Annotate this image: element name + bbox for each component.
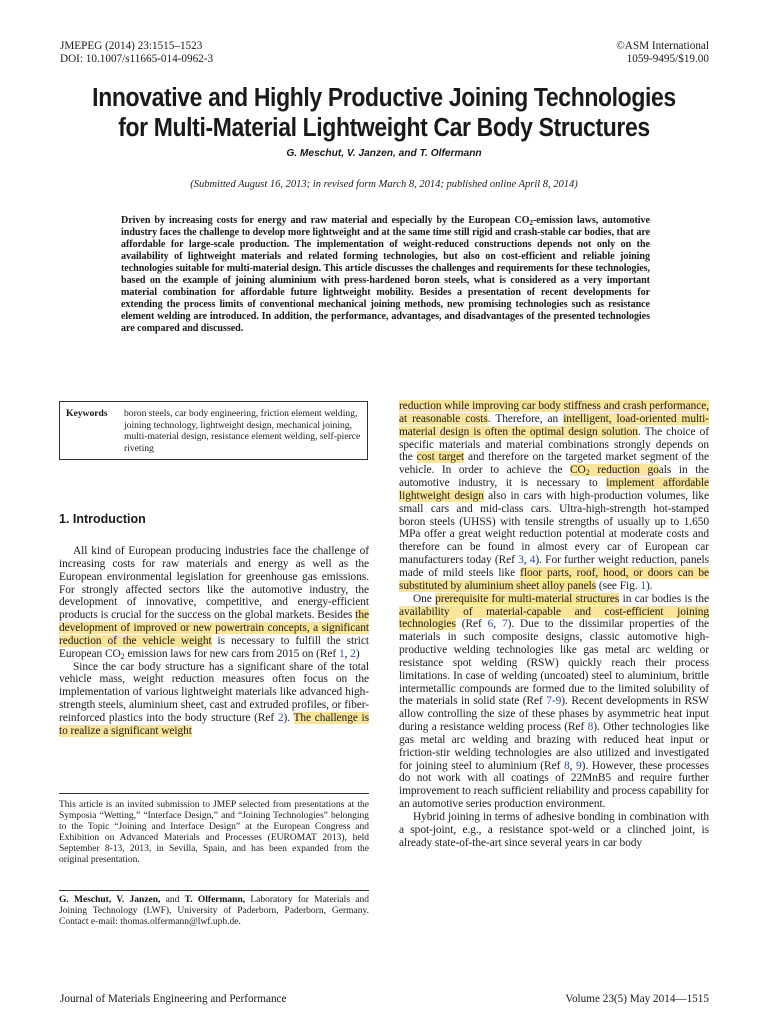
- text: ,: [523, 554, 530, 567]
- abstract: [121, 215, 650, 335]
- footer-volume-page: Volume 23(5) May 2014—1515: [565, 993, 709, 1005]
- text: emission laws for new cars from 2015 on (Ref: [124, 647, 339, 660]
- doi[interactable]: DOI: 10.1007/s11665-014-0962-3: [60, 52, 214, 65]
- text: (Ref: [455, 618, 488, 631]
- author-names: T. Olfermann,: [184, 895, 246, 905]
- publisher: ©ASM International: [616, 40, 709, 52]
- abstract-subscript: 2: [529, 218, 533, 227]
- text: ,: [569, 759, 577, 772]
- highlight[interactable]: intelligent, load-oriented multi-material design is often the optimal design solution: [399, 412, 710, 438]
- footnote-affiliation: [59, 895, 369, 928]
- highlight[interactable]: the development of improved or new powertrain concepts, a significant reduction of the vehicle weight: [59, 609, 369, 647]
- reference-link[interactable]: 7-9: [546, 695, 562, 708]
- figure-link[interactable]: 1: [640, 579, 646, 592]
- text: ,: [344, 647, 351, 660]
- abstract-text: Driven by increasing costs for energy and raw material and especially by the European CO: [121, 215, 530, 226]
- reference-link[interactable]: 8: [587, 721, 594, 734]
- right-column: [399, 400, 709, 850]
- footnote-invited-submission: This article is an invited submission to JMEP selected from presentations at the Symposia “Wetting,” “Interface Design,” and “Joining Technologies” belonging to the Topic “Joining and Interface Design” at the European Congress and Exhibition on Advanced Materials and Processes (EUROMAT 2013), held September 8-13, 2013, in Sevilla, Spain, and has been expanded from the original presentation.: [59, 800, 369, 865]
- text: and therefore on the targeted market segment of the vehicle. In order to achieve the: [399, 451, 709, 477]
- highlight[interactable]: [570, 464, 659, 476]
- text: All kind of European producing industries face the challenge of increasing costs for raw materials and energy as well as the European environmental legislation for greenhouse gas emissions. For strongly affected sectors like the automotive industry, the development of innovative, competitive, and energy-efficient products is crucial for the success on the global markets. Besides: [59, 545, 369, 622]
- keywords-list: boron steels, car body engineering, friction element welding, joining technology, lightweight design, mechanical joining, multi-material design, resistance element welding, self-pierce riveting: [124, 408, 361, 454]
- reference-link[interactable]: 3: [518, 554, 524, 567]
- running-header-left: [60, 40, 213, 65]
- authors: G. Meschut, V. Janzen, and T. Olfermann: [286, 148, 482, 159]
- paragraph: [399, 400, 709, 593]
- paragraph: [59, 545, 369, 661]
- submission-dates: (Submitted August 16, 2013; in revised form March 8, 2014; published online April 8, 2014): [190, 179, 578, 190]
- reference-link[interactable]: 1: [338, 647, 345, 660]
- running-header-right: [616, 40, 709, 65]
- abstract-text: -emission laws, automotive industry faces the challenge to develop more lightweight and at the same time still rigid and crash-stable car bodies, that are affordable for large-scale production. The implementation of weight-reduced constructions depends not only on the availability of lightweight materials and related forming technologies, but also on cost-efficient and reliable joining technologies suitable for multi-material design. This article discusses the challenges and requirements for these technologies, based on the example of joining aluminium with press-hardened boron steels, what is considered as a very important material combination for affordable future lightweight mobility. Besides a presentation of recent developments for extending the process limits of conventional mechanical joining methods, new promising technologies such as resistance element welding are introduced. In addition, the performance, advantages, and disadvantages of the presented technologies are compared and discussed.: [121, 215, 650, 334]
- text: also in cars with high-production volumes, like small cars and mid-class cars. Ultra-high-strength hot-stamped boron steels (UHSS) with tensile strengths of usually up to 1.650 MPa offer a great weight reduction potential at moderate costs and therefore can be found in almost every car of European car manufacturers today (Ref: [399, 489, 709, 567]
- footer-journal: Journal of Materials Engineering and Performance: [60, 993, 287, 1005]
- highlight[interactable]: availability of material-capable and cost-efficient joining technologies: [399, 605, 709, 631]
- journal-reference: JMEPEG (2014) 23:1515–1523: [60, 40, 203, 52]
- paragraph: [59, 661, 369, 738]
- title-line-1: Innovative and Highly Productive Joining Technologies: [92, 84, 676, 112]
- text: ). Due to the dissimilar properties of the materials in such composite designs, classic automotive high-productive welding technologies like gas metal arc welding or resistance spot welding (RSW) quickly reach their process limitations. In case of welding (uncoated) steel to aluminium, brittle intermetallic compounds are formed due to the limited solubility of the materials in solid state (Ref: [399, 618, 710, 708]
- text: Since the car body structure has a significant share of the total vehicle mass, weight reduction measures often focus on the implementation of various lightweight materials like advanced high-strength steels, aluminium sheet, cast and extruded profiles, or fiber-reinforced plastics into the body structure (Ref: [59, 660, 369, 724]
- highlight[interactable]: The challenge is to realize a significant weight: [59, 711, 369, 737]
- text: ). Recent developments in RSW allow controlling the size of these phases by asymmetric heat input during a resistance welding process (Ref: [399, 695, 709, 734]
- text: CO: [570, 464, 586, 477]
- left-column: [59, 545, 369, 738]
- text: is necessary to fulfill the strict European CO: [59, 634, 369, 660]
- reference-link[interactable]: 8: [563, 759, 570, 772]
- text: Laboratory for Materials and Joining Technology (LWF), University of Paderborn, Paderborn, Germany. Contact e-mail: thomas.olfermann@lwf.upb.de.: [59, 895, 369, 927]
- text: One: [413, 592, 436, 605]
- footnote-divider: [59, 890, 369, 891]
- text: in car bodies is the: [619, 592, 710, 605]
- keywords-box: [59, 401, 368, 460]
- footnote-divider: [59, 793, 369, 794]
- reference-link[interactable]: 9: [576, 759, 582, 772]
- text: ): [355, 647, 360, 660]
- text: ). However, these processes do not work with all coatings of 22MnB5 and require further improvement to reach sufficient reliability and process capability for an automotive series production environment.: [399, 759, 709, 811]
- highlight[interactable]: floor parts, roof, hood, or doors can be substituted by aluminium sheet alloy panels: [399, 566, 709, 592]
- paragraph: [399, 593, 709, 811]
- highlight[interactable]: reduction while improving car body stiffness and crash performance, at reasonable costs: [399, 400, 709, 425]
- reference-link[interactable]: 7: [501, 618, 508, 631]
- highlight[interactable]: cost target: [416, 451, 465, 464]
- subscript: 2: [585, 468, 590, 478]
- author-names: G. Meschut, V. Janzen,: [59, 895, 161, 905]
- subscript: 2: [120, 651, 125, 661]
- text: ). For further weight reduction, panels made of mild steels like: [399, 554, 709, 579]
- section-heading: 1. Introduction: [59, 512, 146, 526]
- keywords-label: Keywords: [66, 408, 108, 419]
- text: ).: [645, 579, 653, 592]
- title-line-2: for Multi-Material Lightweight Car Body Structures: [118, 114, 650, 142]
- article-title: [74, 83, 693, 143]
- text: ). Other technologies like gas metal arc welding and brazing with reduced heat input or friction-stir welding technologies are also utilized and investigated for joining steel to aluminium (Ref: [399, 721, 709, 772]
- text: . The choice of specific materials and material combinations strongly depends on the: [399, 425, 709, 464]
- reference-link[interactable]: 2: [277, 711, 284, 724]
- text: (see Fig.: [596, 579, 641, 592]
- text: ).: [283, 711, 294, 724]
- reference-link[interactable]: 6: [487, 618, 494, 631]
- text: als in the automotive industry, it is necessary to: [399, 464, 709, 490]
- highlight[interactable]: implement affordable lightweight design: [399, 477, 709, 502]
- text: ,: [493, 618, 502, 631]
- text: and: [160, 895, 185, 905]
- paragraph: Hybrid joining in terms of adhesive bonding in combination with a spot-joint, e.g., a resistance spot-weld or a clinched joint, is already state-of-the-art since several years in car body: [399, 811, 709, 849]
- reference-link[interactable]: 2: [350, 647, 356, 660]
- reference-link[interactable]: 4: [529, 554, 536, 567]
- issn-price: 1059-9495/$19.00: [626, 52, 709, 65]
- text: . Therefore, an: [487, 412, 564, 425]
- highlight[interactable]: prerequisite for multi-material structures: [435, 592, 620, 605]
- text: reduction go: [589, 464, 659, 477]
